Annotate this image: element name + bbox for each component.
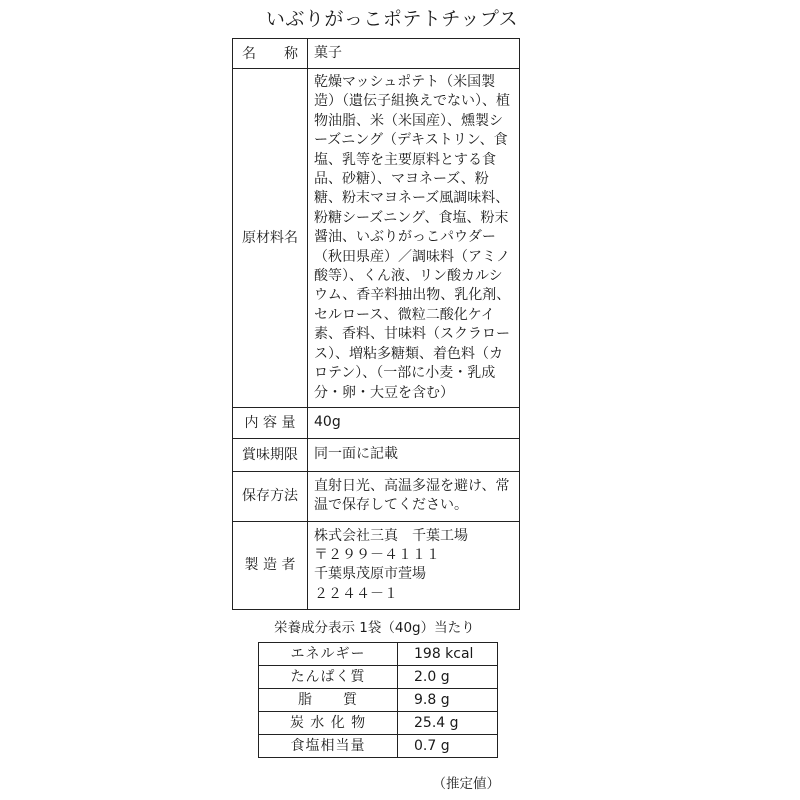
manufacturer-postal-code: 〒２９９－４１１１ [314,547,440,563]
product-title: いぶりがっこポテトチップス [265,8,519,30]
label-row-name [233,39,520,69]
label-storage-heading: 保存方法 [233,471,308,521]
label-row-ingredients [233,69,520,408]
label-ingredients-value: 乾燥マッシュポテト（米国製造）（遺伝子組換えでない）、植物油脂、米（米国産）、燻製シーズニング（デキストリン、食塩、乳等を主要原料とする食品、砂糖）、マヨネーズ、粉糖、粉末マヨネーズ風調味料、粉糖シーズニング、食塩、粉末醤油、いぶりがっこパウダー（秋田県産）／調味料（アミノ酸等）、くん液、リン酸カルシウム、香辛料抽出物、乳化剤、セルロース、微粒二酸化ケイ素、香料、甘味料（スクラロース）、増粘多糖類、着色料（カロテン）、（一部に小麦・乳成分・卵・大豆を含む） [308,69,520,408]
label-net-weight-heading: 内 容 量 [233,407,308,438]
nutrition-fat-label: 脂 質 [259,689,398,712]
nutrition-salt-label: 食塩相当量 [259,735,398,758]
label-best-before-heading: 賞味期限 [233,438,308,471]
nutrition-row [259,666,498,689]
label-row-storage [233,471,520,521]
label-row-net-weight [233,407,520,438]
nutrition-title: 栄養成分表示 1袋（40g）当たり [274,620,475,636]
nutrition-row [259,712,498,735]
nutrition-row [259,735,498,758]
label-storage-value: 直射日光、高温多湿を避け、常温で保存してください。 [308,471,520,521]
manufacturer-address-number: ２２４４－１ [314,585,398,602]
label-ingredients-heading: 原材料名 [233,69,308,408]
manufacturer-company: 株式会社三真 千葉工場 [314,527,468,544]
nutrition-row [259,689,498,712]
manufacturer-address: 千葉県茂原市萱場 [314,566,426,583]
nutrition-protein-label: たんぱく質 [259,666,398,689]
nutrition-fat-value: 9.8 g [398,689,498,712]
label-row-manufacturer [233,521,520,609]
nutrition-carbohydrate-label: 炭 水 化 物 [259,712,398,735]
label-name-value: 菓子 [308,39,520,69]
nutrition-estimate-note: （推定値） [432,776,500,792]
label-best-before-value: 同一面に記載 [308,438,520,471]
nutrition-protein-value: 2.0 g [398,666,498,689]
nutrition-carbohydrate-value: 25.4 g [398,712,498,735]
nutrition-energy-label: エネルギー [259,643,398,666]
label-manufacturer-heading: 製 造 者 [233,521,308,609]
nutrition-energy-value: 198 kcal [398,643,498,666]
label-manufacturer-value [308,521,520,609]
label-net-weight-value: 40g [308,407,520,438]
food-label-table [232,38,520,610]
nutrition-table [258,642,498,758]
label-name-heading: 名 称 [233,39,308,69]
nutrition-row [259,643,498,666]
nutrition-salt-value: 0.7 g [398,735,498,758]
label-row-best-before [233,438,520,471]
